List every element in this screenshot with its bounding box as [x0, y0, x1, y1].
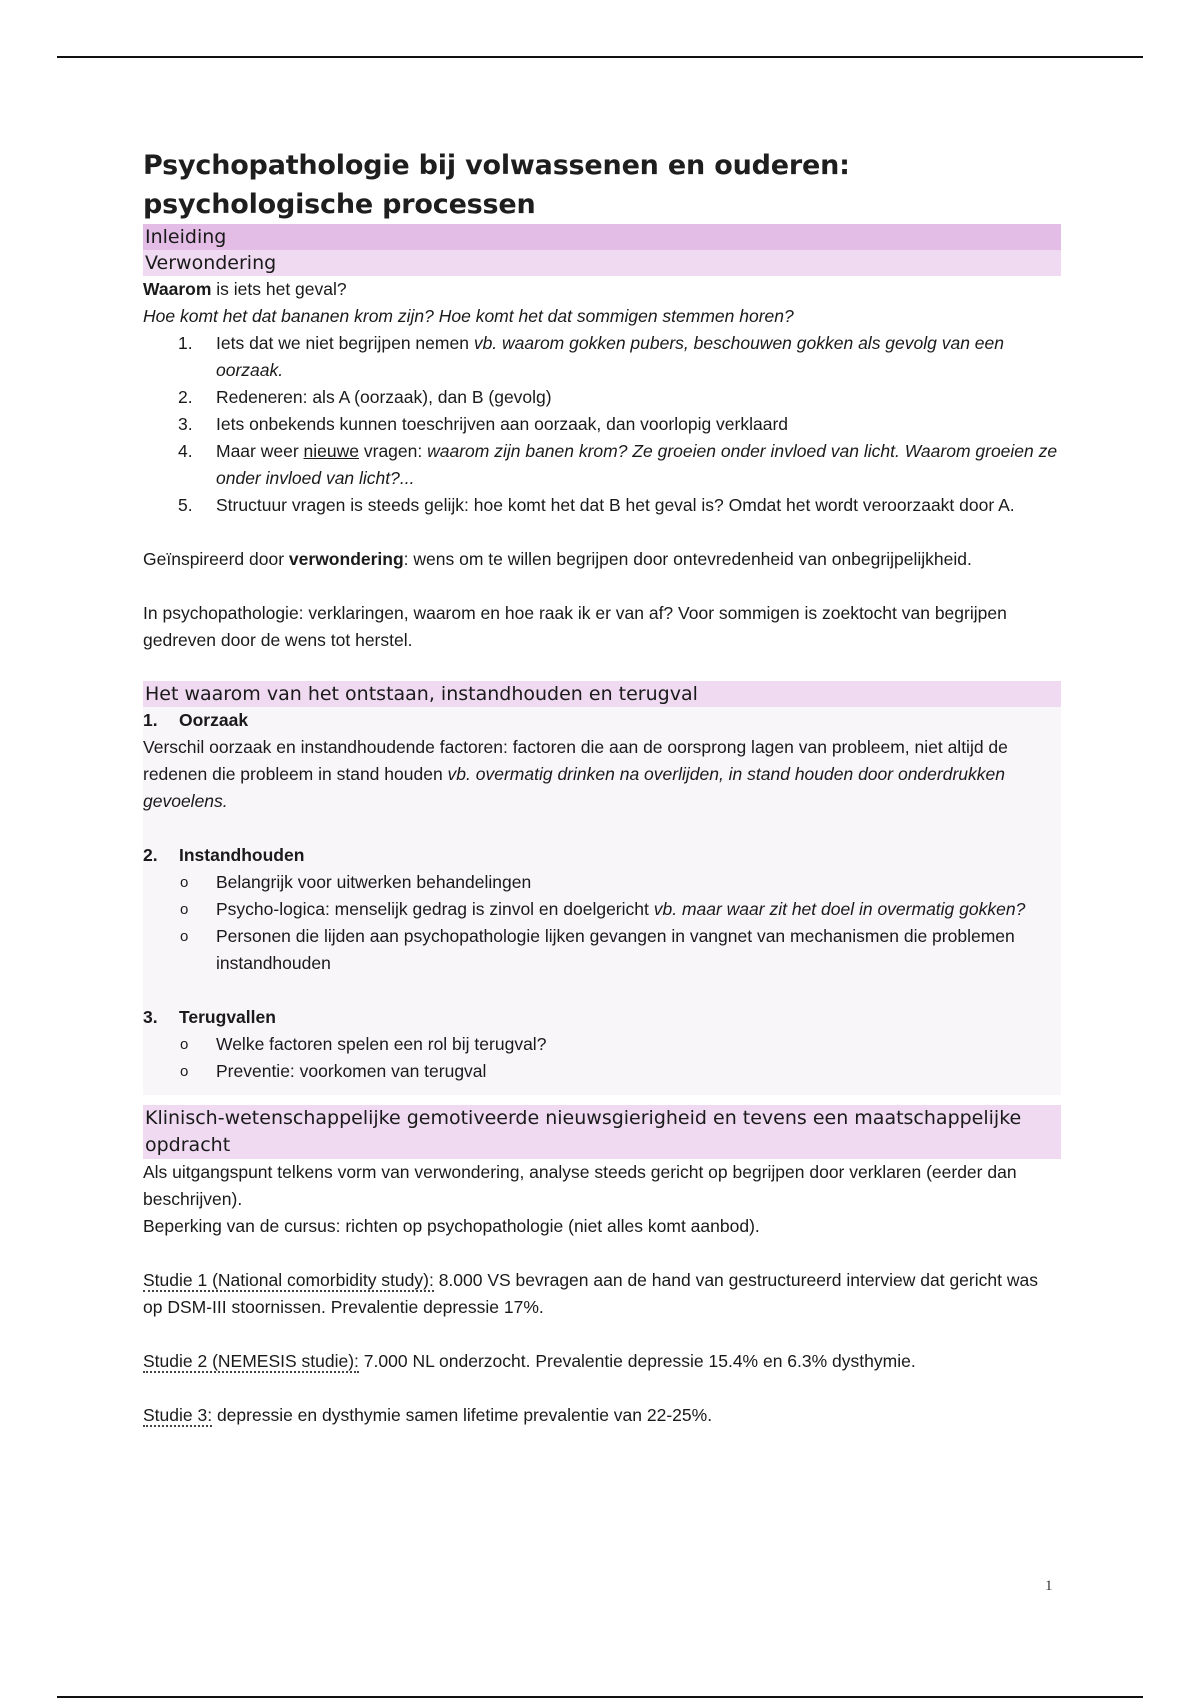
bullet-marker: o: [180, 901, 189, 918]
page-number: 1: [1045, 1578, 1053, 1594]
bullet-marker: o: [180, 1036, 189, 1053]
inspired-bold: verwondering: [288, 549, 404, 569]
studie-1-paragraph: [143, 1267, 1061, 1321]
list-number: 2.: [178, 387, 193, 407]
studie-1-label: Studie 1 (National comorbidity study):: [143, 1270, 434, 1290]
spacer: [143, 654, 1061, 681]
bullet-text: Personen die lijden aan psychopathologie lijken gevangen in vangnet van mechanismen die problemen instandhouden: [216, 926, 1015, 973]
inspired-post: : wens om te willen begrijpen door ontevredenheid van onbegrijpelijkheid.: [403, 549, 972, 569]
oorzaak-text: Verschil oorzaak en instandhoudende factoren: factoren die aan de oorsprong lagen van probleem, niet altijd de redenen die probleem in stand houden: [143, 737, 1008, 784]
instandhouden-list: [143, 869, 1061, 977]
section-heading-waarom: Het waarom van het ontstaan, instandhouden en terugval: [143, 681, 1061, 707]
shaded-region: [143, 707, 1061, 1095]
question-italic-text: Hoe komt het dat bananen krom zijn? Hoe komt het dat sommigen stemmen horen?: [143, 306, 794, 326]
spacer: [143, 1085, 1061, 1095]
bullet-item: [143, 869, 1061, 896]
list-item: [143, 411, 1061, 438]
underlined-word: nieuwe: [303, 441, 359, 461]
spacer: [143, 1321, 1061, 1348]
klinisch-paragraph-2: Beperking van de cursus: richten op psychopathologie (niet alles komt aanbod).: [143, 1216, 760, 1236]
list-italic: vb. waarom gokken pubers, beschouwen gokken als gevolg van een oorzaak.: [216, 333, 1005, 380]
spacer: [143, 519, 1061, 546]
list-text: Redeneren: als A (oorzaak), dan B (gevolg): [216, 387, 552, 407]
bullet-marker: o: [180, 928, 189, 945]
section-heading-inleiding: Inleiding: [143, 224, 1061, 250]
spacer: [143, 977, 1061, 1004]
header-rule: [57, 56, 1143, 58]
spacer: [143, 1240, 1061, 1267]
list-item: [143, 330, 1061, 384]
heading-text: Terugvallen: [179, 1007, 276, 1027]
list-italic: waarom zijn banen krom? Ze groeien onder invloed van licht. Waarom groeien ze onder invloed van licht?...: [216, 441, 1058, 488]
heading-oorzaak: [143, 707, 1061, 734]
heading-instandhouden: [143, 842, 1061, 869]
studie-1-text: 8.000 VS bevragen aan de hand van gestructureerd interview dat gericht was op DSM-III stoornissen. Prevalentie depressie 17%.: [143, 1270, 1038, 1317]
studie-3-label: Studie 3:: [143, 1405, 213, 1425]
oorzaak-italic: vb. overmatig drinken na overlijden, in stand houden door onderdrukken gevoelens.: [143, 764, 1005, 811]
list-text: Iets dat we niet begrijpen nemen: [216, 333, 474, 353]
bullet-item: [143, 1058, 1061, 1085]
heading-number: 1.: [143, 710, 158, 730]
spacer: [143, 1095, 1061, 1105]
bullet-text: Belangrijk voor uitwerken behandelingen: [216, 872, 532, 892]
studie-2-label: Studie 2 (NEMESIS studie):: [143, 1351, 359, 1371]
spacer: [143, 815, 1061, 842]
list-number: 3.: [178, 414, 193, 434]
waarom-line: [143, 276, 1061, 303]
subsection-heading-verwondering: Verwondering: [143, 250, 1061, 276]
list-number: 5.: [178, 495, 193, 515]
list-item: [143, 438, 1061, 492]
heading-text: Oorzaak: [179, 710, 249, 730]
waarom-rest: is iets het geval?: [211, 279, 347, 299]
heading-number: 3.: [143, 1007, 158, 1027]
bullet-marker: o: [180, 1063, 189, 1080]
studie-3-paragraph: [143, 1402, 1061, 1429]
heading-number: 2.: [143, 845, 158, 865]
list-number: 1.: [178, 333, 193, 353]
spacer: [143, 1375, 1061, 1402]
bullet-text: Psycho-logica: menselijk gedrag is zinvol en doelgericht: [216, 899, 654, 919]
list-text: Structuur vragen is steeds gelijk: hoe komt het dat B het geval is? Omdat het wordt veroorzaakt door A.: [216, 495, 1015, 515]
verwondering-list: [143, 330, 1061, 519]
waarom-bold: Waarom: [143, 279, 212, 299]
bullet-item: [143, 923, 1061, 977]
list-text: Iets onbekends kunnen toeschrijven aan oorzaak, dan voorlopig verklaard: [216, 414, 789, 434]
bullet-marker: o: [180, 874, 189, 891]
oorzaak-paragraph: [143, 734, 1061, 815]
bullet-text: Preventie: voorkomen van terugval: [216, 1061, 487, 1081]
klinisch-paragraph-1: Als uitgangspunt telkens vorm van verwondering, analyse steeds gericht op begrijpen door verklaren (eerder dan beschrijven).: [143, 1162, 1017, 1209]
bullet-italic: vb. maar waar zit het doel in overmatig gokken?: [653, 899, 1026, 919]
list-item: [143, 384, 1061, 411]
terugvallen-list: [143, 1031, 1061, 1085]
inspired-paragraph: [143, 546, 1061, 573]
section-heading-klinisch: Klinisch-wetenschappelijke gemotiveerde nieuwsgierigheid en tevens een maatschappelijke opdracht: [143, 1105, 1061, 1159]
heading-terugvallen: [143, 1004, 1061, 1031]
list-text: vragen:: [359, 441, 428, 461]
list-text: Maar weer: [216, 441, 304, 461]
bullet-item: [143, 1031, 1061, 1058]
inspired-pre: Geïnspireerd door: [143, 549, 289, 569]
studie-3-text: depressie en dysthymie samen lifetime prevalentie van 22-25%.: [212, 1405, 713, 1425]
bullet-text: Welke factoren spelen een rol bij terugval?: [216, 1034, 547, 1054]
list-number: 4.: [178, 441, 193, 461]
bullet-item: [143, 896, 1061, 923]
studie-2-paragraph: [143, 1348, 1061, 1375]
studie-2-text: 7.000 NL onderzocht. Prevalentie depressie 15.4% en 6.3% dysthymie.: [358, 1351, 916, 1371]
list-item: [143, 492, 1061, 519]
psychopathology-paragraph: In psychopathologie: verklaringen, waarom en hoe raak ik er van af? Voor sommigen is zoektocht van begrijpen gedreven door de wens tot herstel.: [143, 603, 1007, 650]
document-body: [143, 146, 1061, 1429]
footer-rule: [57, 1696, 1143, 1698]
question-italic: [143, 303, 1061, 330]
document-title: Psychopathologie bij volwassenen en ouderen: psychologische processen: [143, 150, 850, 220]
spacer: [143, 573, 1061, 600]
heading-text: Instandhouden: [179, 845, 305, 865]
